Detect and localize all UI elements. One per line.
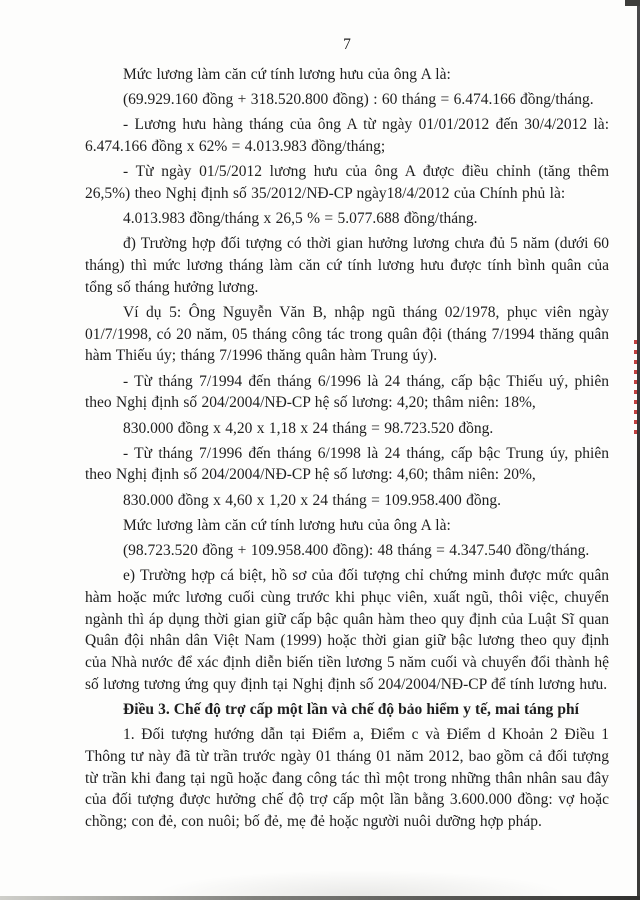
para-base-salary-intro-a: Mức lương làm căn cứ tính lương hưu của ông A là: xyxy=(123,66,451,83)
para-article-3-item-1: 1. Đối tượng hướng dẫn tại Điểm a, Điểm c và Điểm d Khoản 2 Điều 1 Thông tư này đã từ trần trước ngày 01 tháng 01 năm 2012, bao gồm cả đối tượng từ trần khi đang tại ngũ hoặc đang công tác thì một trong những thân nhân sau đây của đối tượng được hưởng chế độ trợ cấp một lần bằng 3.600.000 đồng: vợ hoặc chồng; con đẻ, con nuôi; bố đẻ, mẹ đẻ hoặc người nuôi dưỡng hợp pháp. xyxy=(85,726,609,830)
article-3-heading: Điều 3. Chế độ trợ cấp một lần và chế độ bảo hiểm y tế, mai táng phí xyxy=(123,700,579,718)
formula-period-1996-1998: 830.000 đồng x 4,60 x 1,20 x 24 tháng = 109.958.400 đồng. xyxy=(123,491,502,509)
para-point-e: e) Trường hợp cá biệt, hồ sơ của đối tượng chỉ chứng minh được mức quân hàm hoặc mức lương cuối cùng trước khi phục viên, xuất ngũ, thôi việc, chuyển ngành thì áp dụng thời gian giữ cấp bậc quân hàm theo quy định của Luật Sĩ quan Quân đội nhân dân Việt Nam (1999) hoặc thời gian giữ bậc lương theo quy định của Nhà nước để xác định diễn biến tiền lương 5 năm cuối và chuyển đổi thành hệ số lương tương ứng quy định tại Nghị định số 204/2004/NĐ-CP để tính lương hưu. xyxy=(85,567,609,693)
scan-shadow-bottom xyxy=(150,870,570,896)
scan-edge-bottom xyxy=(0,896,640,900)
para-period-1996-1998: - Từ tháng 7/1996 đến tháng 6/1998 là 24 tháng, cấp bậc Trung úy, phiên theo Nghị định số 204/2004/NĐ-CP hệ số lương: 4,60; thâm niên: 20%, xyxy=(85,444,609,484)
formula-average-salary-a: (69.929.160 đồng + 318.520.800 đồng) : 60 tháng = 6.474.166 đồng/tháng. xyxy=(123,91,594,109)
document-body xyxy=(85,64,609,836)
scan-edge-top-cap xyxy=(625,0,640,6)
para-base-salary-intro-b: Mức lương làm căn cứ tính lương hưu của ông A là: xyxy=(123,516,451,534)
para-adjustment-2012: - Từ ngày 01/5/2012 lương hưu của ông A được điều chỉnh (tăng thêm 26,5%) theo Nghị định số 35/2012/NĐ-CP ngày18/4/2012 của Chính phủ là: xyxy=(85,163,609,203)
para-point-d: đ) Trường hợp đối tượng có thời gian hưởng lương chưa đủ 5 năm (dưới 60 tháng) thì mức lương tháng làm căn cứ tính lương hưu được tính bình quân của tổng số tháng hưởng lương. xyxy=(85,235,609,296)
formula-adjusted-pension: 4.013.983 đồng/tháng x 26,5 % = 5.077.688 đồng/tháng. xyxy=(123,210,478,228)
para-example-5: Ví dụ 5: Ông Nguyễn Văn B, nhập ngũ tháng 02/1978, phục viên ngày 01/7/1998, có 20 năm, 05 tháng công tác trong quân đội (tháng 7/1994 thăng quân hàm Thiếu úy; tháng 7/1996 thăng quân hàm Trung úy). xyxy=(85,304,609,365)
para-period-1994-1996: - Từ tháng 7/1994 đến tháng 6/1996 là 24 tháng, cấp bậc Thiếu uý, phiên theo Nghị định số 204/2004/NĐ-CP hệ số lương: 4,20; thâm niên: 18%, xyxy=(85,372,609,412)
para-monthly-pension-a: - Lương hưu hàng tháng của ông A từ ngày 01/01/2012 đến 30/4/2012 là: 6.474.166 đồng x 62% = 4.013.983 đồng/tháng; xyxy=(85,116,609,156)
formula-period-1994-1996: 830.000 đồng x 4,20 x 1,18 x 24 tháng = 98.723.520 đồng. xyxy=(123,419,494,437)
formula-average-salary-b: (98.723.520 đồng + 109.958.400 đồng): 48 tháng = 4.347.540 đồng/tháng. xyxy=(123,542,590,560)
page-number: 7 xyxy=(343,36,351,53)
